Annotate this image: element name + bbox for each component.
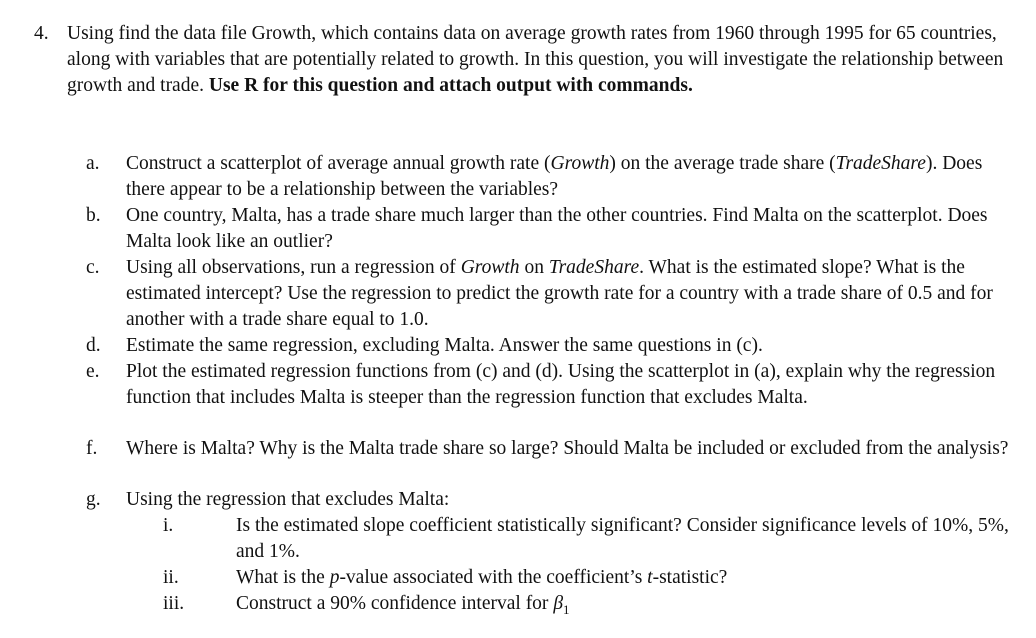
part-e-letter: e.	[86, 361, 100, 382]
part-a-var-growth: Growth	[550, 153, 610, 174]
part-f-letter: f.	[86, 438, 98, 459]
sub-ii-text-3: -statistic?	[652, 567, 728, 588]
part-g-text: Using the regression that excludes Malta:	[126, 489, 450, 510]
question-number: 4.	[34, 23, 49, 44]
part-a-letter: a.	[86, 153, 100, 174]
sub-ii-numeral: ii.	[163, 567, 179, 588]
sub-iii-numeral: iii.	[163, 593, 185, 614]
part-c-letter: c.	[86, 257, 100, 278]
question-instruction: Use R for this question and attach output with commands.	[208, 75, 693, 96]
question-intro	[67, 21, 1022, 99]
part-g-letter: g.	[86, 489, 101, 510]
part-c-text-3: . What is the estimated slope? What is the estimated intercept? Use the regression to predict the growth rate for a country with a trade share of 0.5 and for another with a trade share equal to 1.0.	[126, 257, 993, 330]
part-c-var-tradeshare: TradeShare	[548, 257, 640, 278]
part-c-var-growth: Growth	[460, 257, 520, 278]
sub-ii-t: t	[647, 567, 653, 588]
sub-iii-text	[236, 591, 1016, 623]
sub-iii-text-1: Construct a 90% confidence interval for	[236, 593, 554, 614]
part-f-text: Where is Malta? Why is the Malta trade share so large? Should Malta be included or excluded from the analysis?	[126, 438, 1009, 459]
part-b-letter: b.	[86, 205, 101, 226]
part-c-text-1: Using all observations, run a regression of	[126, 257, 461, 278]
part-a-text	[126, 151, 1016, 203]
sub-ii-text-2: -value associated with the coefficient’s	[339, 567, 648, 588]
sub-ii-text	[236, 565, 1016, 591]
part-a-text-2: ) on the average trade share (	[609, 153, 836, 174]
part-c-text-2: on	[519, 257, 549, 278]
part-c-text	[126, 255, 1016, 333]
part-a-var-tradeshare: TradeShare	[835, 153, 926, 174]
sub-i-numeral: i.	[163, 515, 174, 536]
beta-symbol: β	[553, 593, 564, 614]
part-b-text: One country, Malta, has a trade share much larger than the other countries. Find Malta on the scatterplot. Does Malta look like an outlier?	[126, 205, 988, 252]
sub-i-text: Is the estimated slope coefficient statistically significant? Consider significance levels of 10%, 5%, and 1%.	[236, 515, 1009, 562]
sub-ii-text-1: What is the	[236, 567, 330, 588]
part-a-text-3: ). Does there appear to be a relationship between the variables?	[126, 153, 983, 200]
part-d-text: Estimate the same regression, excluding Malta. Answer the same questions in (c).	[126, 335, 763, 356]
question-intro-text: Using find the data file Growth, which contains data on average growth rates from 1960 through 1995 for 65 countries, along with variables that are potentially related to growth. In this question, you will investigate the relationship between growth and trade.	[67, 23, 1004, 96]
part-a-text-1: Construct a scatterplot of average annual growth rate (	[126, 153, 551, 174]
beta-subscript: 1	[563, 601, 570, 617]
part-d-letter: d.	[86, 335, 101, 356]
part-e-text: Plot the estimated regression functions from (c) and (d). Using the scatterplot in (a), explain why the regression function that includes Malta is steeper than the regression function that excludes Malta.	[126, 361, 996, 408]
sub-ii-p: p	[329, 567, 340, 588]
